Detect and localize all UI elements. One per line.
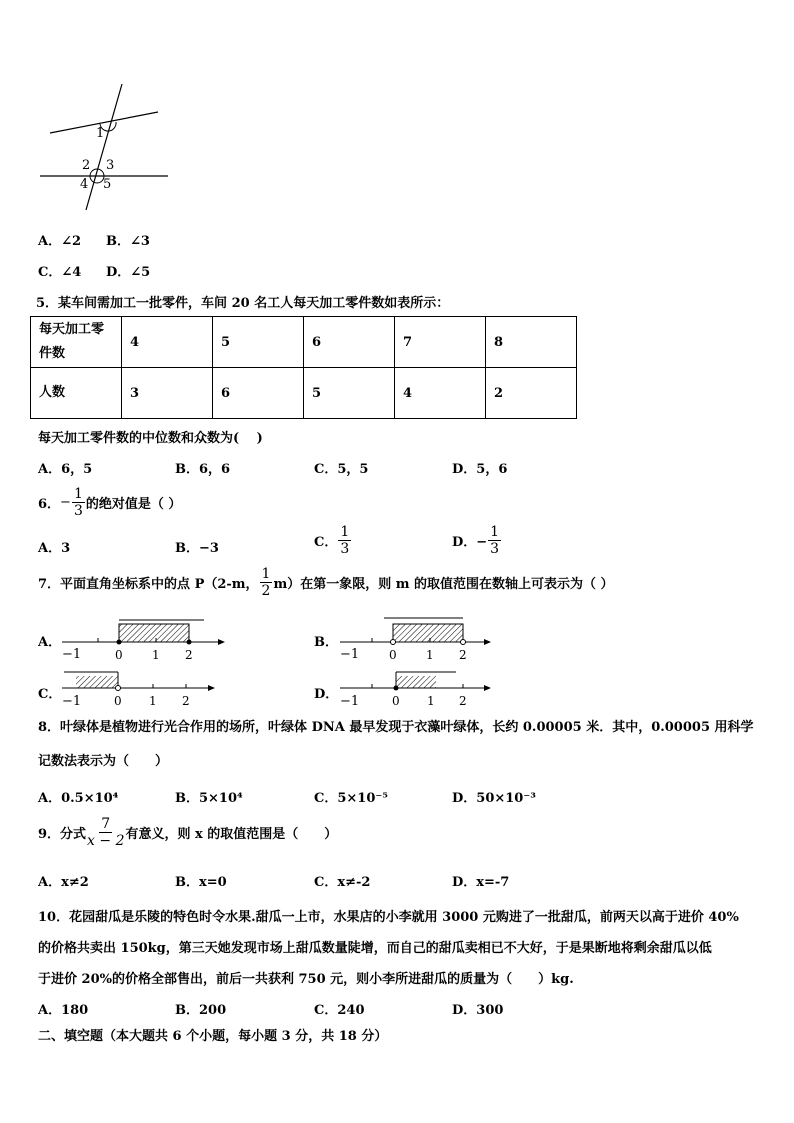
q5-stem: 5．某车间需加工一批零件，车间 20 名工人每天加工零件数如表所示： (36, 296, 450, 311)
table-cell: 5 (213, 317, 304, 368)
tick-label: 0 (115, 648, 123, 662)
q5-option-b: B．6，6 (175, 462, 231, 477)
table-cell: 6 (213, 368, 304, 419)
q8-option-d: D．50×10⁻³ (452, 791, 536, 806)
q6-stem (38, 486, 181, 519)
q10-line2: 的价格共卖出 150kg，第三天她发现市场上甜瓜数量陡增，而自己的甜瓜卖相已不大好，于是果断地将剩余甜瓜以低 (38, 941, 712, 956)
table-header-cell (31, 317, 122, 368)
table-row-label: 人数 (31, 368, 122, 419)
q5-table (30, 316, 577, 419)
fraction-numerator: 7 (101, 816, 111, 832)
q6-suffix: 的绝对值是（ ） (85, 497, 182, 512)
fraction (72, 486, 85, 519)
q7-option-c-label: C． (38, 687, 62, 702)
q9-option-c: C．x≠-2 (314, 875, 371, 890)
fraction (338, 524, 351, 557)
number-line-d (336, 668, 496, 713)
fraction-numerator: 1 (490, 524, 500, 540)
q4-option-c: C．∠4 (38, 265, 82, 280)
angle-label-1: 1 (96, 126, 105, 141)
fraction-denominator: 3 (340, 541, 350, 557)
q5-question: 每天加工零件数的中位数和众数为( ) (38, 431, 263, 446)
q10-option-d: D．300 (452, 1003, 504, 1018)
q10-option-b: B．200 (175, 1003, 227, 1018)
q9-option-b: B．x=0 (175, 875, 227, 890)
q4-option-b: B．∠3 (106, 234, 150, 249)
q8-option-a: A．0.5×10⁴ (38, 791, 119, 806)
q6-option-b: B．−3 (175, 541, 219, 556)
option-label: C． (314, 535, 338, 550)
fraction-denominator: x − 2 (87, 833, 125, 849)
q7-option-a-label: A． (38, 635, 62, 650)
fraction (87, 816, 124, 849)
q9-stem (38, 816, 337, 849)
tick-label: 2 (185, 648, 193, 662)
tick-label: 1 (152, 648, 160, 662)
section-heading: 二、填空题（本大题共 6 个小题，每小题 3 分，共 18 分） (38, 1029, 388, 1044)
tick-label: −1 (340, 694, 360, 709)
tick-label: −1 (62, 694, 82, 709)
header-line2: 件数 (39, 346, 66, 361)
fraction-numerator: 1 (73, 486, 83, 502)
q9-option-a: A．x≠2 (38, 875, 89, 890)
angle-figure (36, 80, 176, 215)
tick-label: 0 (389, 648, 397, 662)
q4-option-a: A．∠2 (38, 234, 82, 249)
table-cell: 3 (122, 368, 213, 419)
q7-option-d-label: D． (314, 687, 339, 702)
table-cell: 4 (122, 317, 213, 368)
q7-stem-part2: m）在第一象限，则 m 的取值范围在数轴上可表示为（ ） (273, 577, 614, 592)
fraction-numerator: 1 (340, 524, 350, 540)
q6-option-a: A．3 (38, 541, 71, 556)
header-line1: 每天加工零 (39, 322, 105, 337)
tick-label: 0 (114, 694, 122, 708)
q10-line3: 于进价 20%的价格全部售出，前后一共获利 750 元，则小李所进甜瓜的质量为（ ）kg. (38, 972, 574, 987)
tick-label: 0 (392, 694, 400, 708)
tick-label: 2 (459, 694, 467, 708)
q9-suffix: 有意义，则 x 的取值范围是（ ） (125, 827, 338, 842)
tick-label: −1 (340, 647, 360, 662)
q7-stem-part1: 7．平面直角坐标系中的点 P（2-m， (38, 577, 259, 592)
q9-prefix: 9．分式 (38, 827, 87, 842)
q8-line1: 8．叶绿体是植物进行光合作用的场所，叶绿体 DNA 最早发现于衣藻叶绿体，长约 0.00005 米．其中，0.00005 用科学 (38, 720, 754, 735)
q10-line1: 10．花园甜瓜是乐陵的特色时令水果.甜瓜一上市，水果店的小李就用 3000 元购进了一批甜瓜，前两天以高于进价 40% (38, 910, 739, 925)
fraction-denominator: 3 (490, 541, 500, 557)
q6-option-d (452, 524, 502, 557)
tick-label: 1 (426, 648, 434, 662)
table-cell: 8 (486, 317, 577, 368)
tick-label: 1 (427, 694, 435, 708)
table-cell: 6 (304, 317, 395, 368)
tick-label: −1 (62, 647, 82, 662)
minus-sign: − (60, 495, 71, 510)
tick-label: 1 (149, 694, 157, 708)
tick-label: 2 (182, 694, 190, 708)
angle-label-2: 2 (82, 158, 91, 173)
q5-option-d: D．5，6 (452, 462, 508, 477)
q8-option-b: B．5×10⁴ (175, 791, 243, 806)
number-line-c (58, 668, 228, 713)
fraction (260, 566, 273, 599)
table-cell: 2 (486, 368, 577, 419)
angle-label-5: 5 (103, 177, 112, 192)
q7-stem (38, 566, 614, 599)
number-line-b (336, 614, 496, 664)
q5-option-a: A．6，5 (38, 462, 93, 477)
q7-option-b-label: B． (314, 635, 338, 650)
table-cell: 5 (304, 368, 395, 419)
q10-option-a: A．180 (38, 1003, 89, 1018)
q4-option-d: D．∠5 (106, 265, 151, 280)
q9-option-d: D．x=-7 (452, 875, 510, 890)
number-line-a (58, 614, 228, 664)
q5-option-c: C．5，5 (314, 462, 369, 477)
angle-label-4: 4 (80, 177, 89, 192)
fraction-denominator: 3 (73, 503, 83, 519)
angle-label-3: 3 (106, 158, 115, 173)
q6-number: 6． (38, 497, 61, 512)
fraction (488, 524, 501, 557)
table-cell: 7 (395, 317, 486, 368)
q10-option-c: C．240 (314, 1003, 365, 1018)
table-cell: 4 (395, 368, 486, 419)
tick-label: 2 (459, 648, 467, 662)
fraction-numerator: 1 (261, 566, 271, 582)
q6-option-c (314, 524, 352, 557)
q8-option-c: C．5×10⁻⁵ (314, 791, 388, 806)
q8-line2: 记数法表示为（ ） (38, 754, 169, 769)
option-label: D．− (452, 535, 488, 550)
fraction-denominator: 2 (261, 583, 271, 599)
